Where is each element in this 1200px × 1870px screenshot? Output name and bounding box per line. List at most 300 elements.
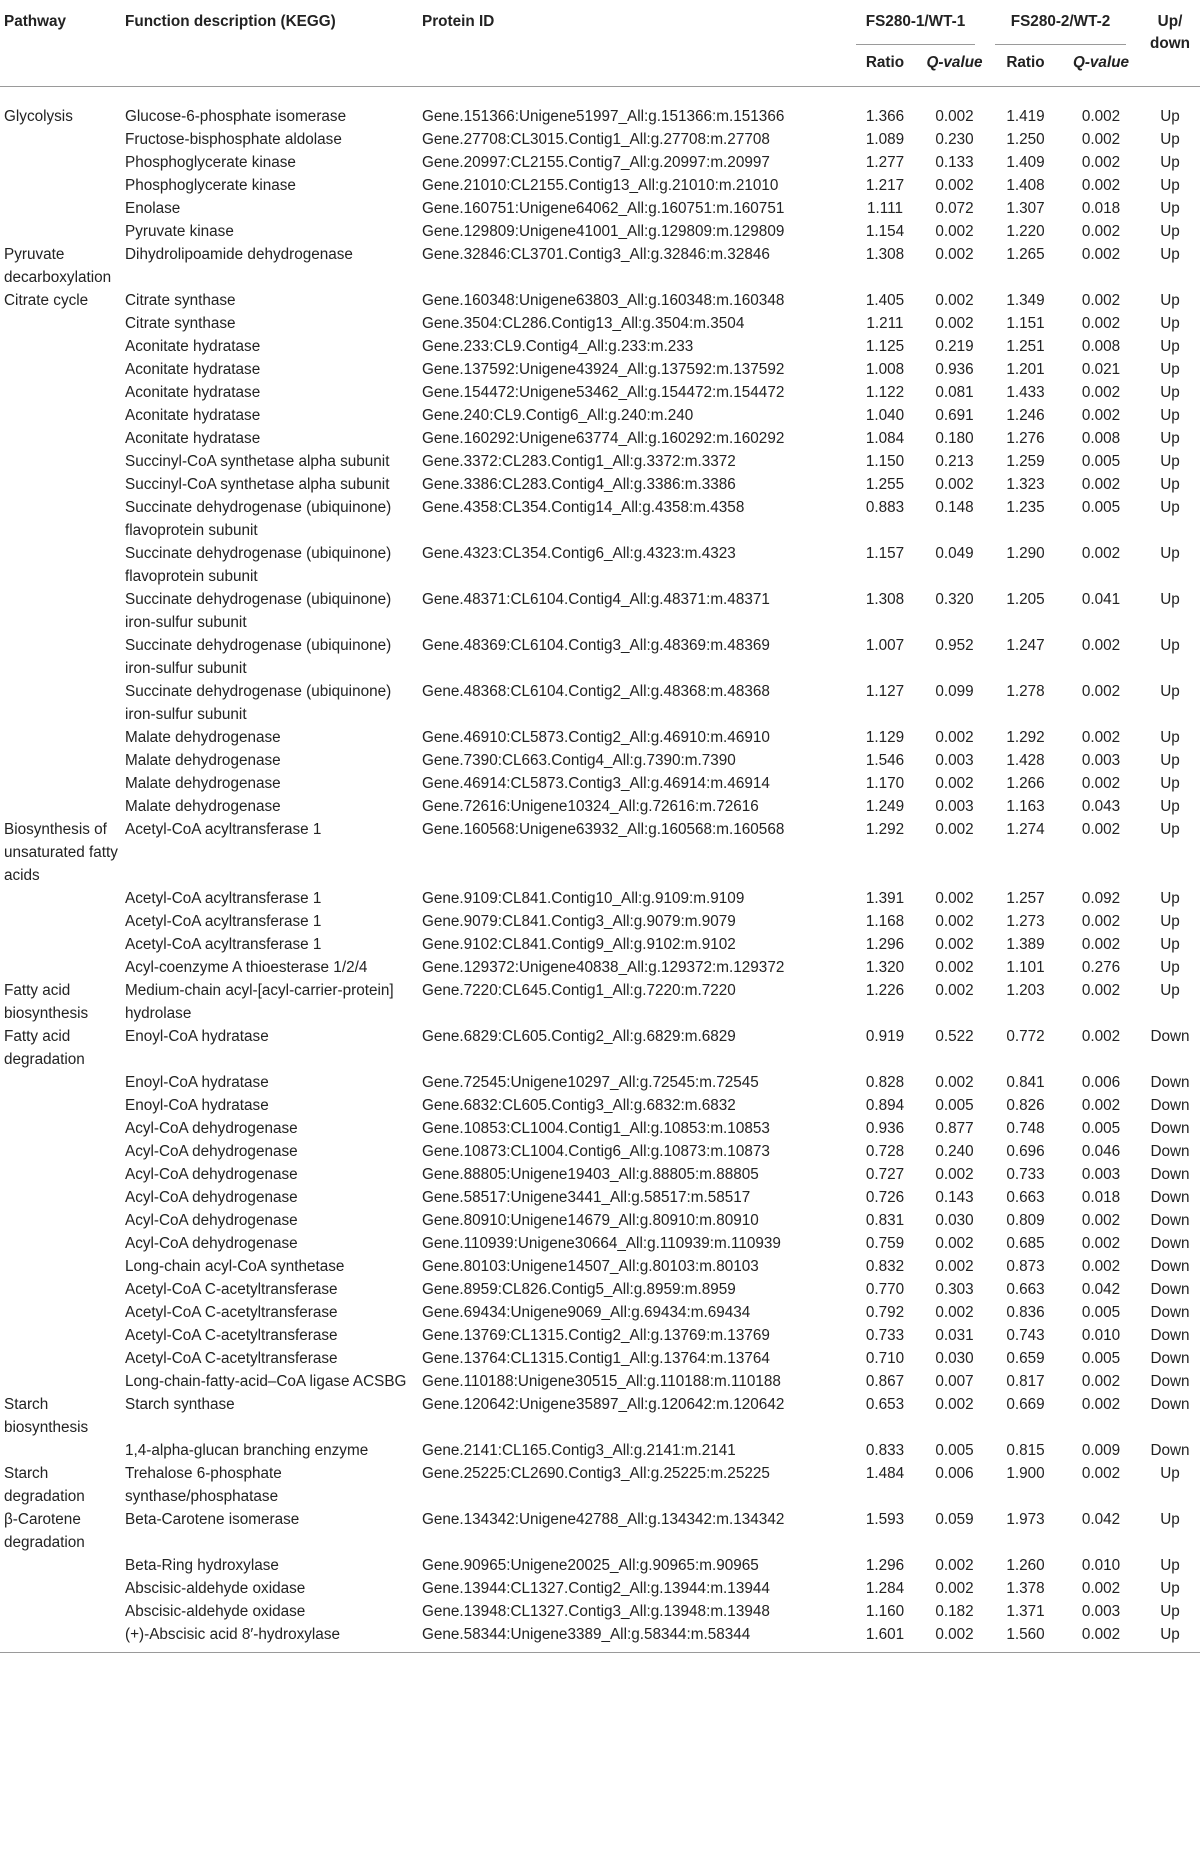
cell-qvalue-1: 0.002: [935, 108, 974, 125]
table-row: [0, 151, 1200, 174]
cell-ratio-1: 0.833: [865, 1442, 905, 1459]
cell-protein-id: Gene.46910:CL5873.Contig2_All:g.46910:m.46910: [422, 729, 770, 746]
cell-qvalue-1: 0.320: [935, 591, 974, 608]
table-row: [0, 496, 1200, 542]
cell-pathway: [0, 956, 125, 979]
cell-updown: Up: [1160, 223, 1180, 240]
cell-ratio-2: 1.259: [1006, 453, 1045, 470]
cell-ratio-1: 1.296: [865, 1557, 905, 1574]
cell-pathway: [0, 358, 125, 381]
table-row: [0, 312, 1200, 335]
table-row: [0, 588, 1200, 634]
cell-ratio-2: 1.205: [1006, 591, 1045, 608]
cell-ratio-1: 1.308: [865, 591, 905, 608]
cell-function: Acyl-CoA dehydrogenase: [125, 1143, 298, 1160]
table-body: [0, 87, 1200, 1653]
cell-qvalue-2: 0.005: [1081, 499, 1121, 516]
cell-pathway: [0, 1140, 125, 1163]
cell-ratio-2: 0.748: [1006, 1120, 1045, 1137]
table-row: [0, 1094, 1200, 1117]
cell-qvalue-1: 0.072: [935, 200, 974, 217]
table-row: [0, 1600, 1200, 1623]
cell-protein-id: Gene.48371:CL6104.Contig4_All:g.48371:m.48371: [422, 591, 770, 608]
cell-protein-id: Gene.7220:CL645.Contig1_All:g.7220:m.7220: [422, 982, 736, 999]
cell-ratio-1: 0.770: [865, 1281, 905, 1298]
cell-function: 1,4-alpha-glucan branching enzyme: [125, 1442, 369, 1459]
cell-qvalue-2: 0.042: [1081, 1281, 1121, 1298]
cell-function: Enoyl-CoA hydratase: [125, 1074, 269, 1091]
cell-ratio-2: 1.560: [989, 1623, 1062, 1653]
cell-protein-id: Gene.137592:Unigene43924_All:g.137592:m.137592: [422, 361, 785, 378]
cell-qvalue-2: 0.018: [1081, 1189, 1121, 1206]
cell-ratio-2: 1.246: [1006, 407, 1045, 424]
cell-protein-id: Gene.3372:CL283.Contig1_All:g.3372:m.3372: [422, 453, 736, 470]
cell-qvalue-2: 0.002: [1081, 913, 1121, 930]
table-row: [0, 404, 1200, 427]
cell-qvalue-1: 0.133: [935, 154, 974, 171]
cell-function: Succinyl-CoA synthetase alpha subunit: [125, 476, 390, 493]
cell-function: Succinate dehydrogenase (ubiquinone) iron-sulfur subunit: [125, 591, 392, 631]
cell-pathway: [0, 174, 125, 197]
cell-updown: Down: [1150, 1097, 1190, 1114]
cell-protein-id: Gene.25225:CL2690.Contig3_All:g.25225:m.25225: [422, 1465, 770, 1482]
cell-updown: Down: [1150, 1258, 1190, 1275]
cell-protein-id: Gene.151366:Unigene51997_All:g.151366:m.151366: [422, 108, 785, 125]
cell-qvalue-1: 0.219: [935, 338, 974, 355]
cell-qvalue-1: 0.002: [935, 775, 974, 792]
cell-function: Acetyl-CoA acyltransferase 1: [125, 821, 322, 838]
cell-updown: Up: [1160, 338, 1180, 355]
cell-qvalue-1: 0.002: [935, 1235, 974, 1252]
cell-qvalue-2: 0.002: [1081, 1396, 1121, 1413]
cell-qvalue-1: 0.148: [935, 499, 974, 516]
cell-updown: Down: [1150, 1350, 1190, 1367]
cell-updown: Up: [1160, 1511, 1180, 1528]
cell-ratio-1: 1.154: [865, 223, 905, 240]
cell-pathway: [0, 749, 125, 772]
cell-updown: Down: [1150, 1442, 1190, 1459]
cell-function: Acetyl-CoA C-acetyltransferase: [125, 1350, 338, 1367]
table-row: [0, 427, 1200, 450]
cell-protein-id: Gene.160751:Unigene64062_All:g.160751:m.160751: [422, 200, 785, 217]
cell-ratio-2: 1.163: [1006, 798, 1045, 815]
cell-updown: Up: [1160, 821, 1180, 838]
cell-protein-id: Gene.129809:Unigene41001_All:g.129809:m.129809: [422, 223, 785, 240]
cell-ratio-2: 0.772: [1006, 1028, 1045, 1045]
cell-ratio-1: 1.292: [865, 821, 905, 838]
cell-qvalue-2: 0.002: [1081, 545, 1121, 562]
cell-pathway: [0, 220, 125, 243]
cell-qvalue-1: 0.002: [935, 1304, 974, 1321]
cell-function: Aconitate hydratase: [125, 430, 261, 447]
cell-ratio-2: 1.349: [1006, 292, 1045, 309]
table-row: [0, 772, 1200, 795]
cell-qvalue-2: 0.002: [1081, 223, 1121, 240]
cell-function: Trehalose 6-phosphate synthase/phosphatase: [125, 1465, 282, 1505]
cell-updown: Up: [1160, 913, 1180, 930]
cell-ratio-2: 0.743: [1006, 1327, 1045, 1344]
cell-qvalue-1: 0.002: [935, 982, 974, 999]
cell-function: Citrate synthase: [125, 292, 236, 309]
cell-protein-id: Gene.240:CL9.Contig6_All:g.240:m.240: [422, 407, 694, 424]
cell-ratio-2: 0.696: [1006, 1143, 1045, 1160]
table-row: [0, 1347, 1200, 1370]
table-row: [0, 220, 1200, 243]
cell-protein-id: Gene.13769:CL1315.Contig2_All:g.13769:m.13769: [422, 1327, 770, 1344]
cell-updown: Up: [1160, 775, 1180, 792]
cell-protein-id: Gene.69434:Unigene9069_All:g.69434:m.69434: [422, 1304, 751, 1321]
cell-qvalue-2: 0.003: [1081, 752, 1121, 769]
cell-pathway: [0, 1163, 125, 1186]
table-row: [0, 726, 1200, 749]
cell-function: Beta-Ring hydroxylase: [125, 1557, 279, 1574]
table-row: [0, 818, 1200, 887]
cell-ratio-2: 1.235: [1006, 499, 1045, 516]
cell-protein-id: Gene.58344:Unigene3389_All:g.58344:m.58344: [422, 1623, 850, 1653]
cell-protein-id: Gene.21010:CL2155.Contig13_All:g.21010:m.21010: [422, 177, 779, 194]
cell-qvalue-1: 0.877: [935, 1120, 974, 1137]
cell-ratio-1: 1.168: [865, 913, 905, 930]
header-ratio-1: Ratio: [850, 45, 920, 87]
cell-function: Acetyl-CoA acyltransferase 1: [125, 890, 322, 907]
cell-pathway: Glycolysis: [4, 108, 73, 125]
cell-qvalue-1: 0.002: [935, 1396, 974, 1413]
cell-ratio-2: 1.220: [1006, 223, 1045, 240]
cell-updown: Down: [1150, 1304, 1190, 1321]
table-row: [0, 1301, 1200, 1324]
cell-pathway: [0, 473, 125, 496]
cell-ratio-2: 0.669: [1006, 1396, 1045, 1413]
cell-updown: Up: [1140, 1623, 1200, 1653]
cell-function: Acyl-coenzyme A thioesterase 1/2/4: [125, 959, 368, 976]
cell-ratio-2: 1.265: [1006, 246, 1045, 263]
cell-protein-id: Gene.160348:Unigene63803_All:g.160348:m.160348: [422, 292, 785, 309]
cell-protein-id: Gene.160292:Unigene63774_All:g.160292:m.160292: [422, 430, 785, 447]
cell-updown: Down: [1150, 1212, 1190, 1229]
table-row: [0, 1278, 1200, 1301]
cell-ratio-2: 1.203: [1006, 982, 1045, 999]
cell-qvalue-2: 0.002: [1081, 1235, 1121, 1252]
cell-qvalue-2: 0.002: [1081, 821, 1121, 838]
cell-ratio-2: 0.841: [1006, 1074, 1045, 1091]
cell-qvalue-1: 0.002: [935, 729, 974, 746]
cell-ratio-2: 1.389: [1006, 936, 1045, 953]
cell-pathway: [0, 726, 125, 749]
cell-protein-id: Gene.7390:CL663.Contig4_All:g.7390:m.7390: [422, 752, 736, 769]
cell-ratio-1: 1.320: [865, 959, 905, 976]
cell-ratio-1: 0.831: [865, 1212, 905, 1229]
cell-qvalue-2: 0.009: [1081, 1442, 1121, 1459]
cell-protein-id: Gene.129372:Unigene40838_All:g.129372:m.129372: [422, 959, 785, 976]
cell-protein-id: Gene.88805:Unigene19403_All:g.88805:m.88805: [422, 1166, 759, 1183]
cell-protein-id: Gene.6829:CL605.Contig2_All:g.6829:m.6829: [422, 1028, 736, 1045]
cell-ratio-1: 0.832: [865, 1258, 905, 1275]
cell-pathway: [0, 1623, 125, 1653]
cell-qvalue-2: 0.041: [1081, 591, 1121, 608]
cell-qvalue-2: 0.092: [1081, 890, 1121, 907]
cell-qvalue-1: 0.002: [935, 890, 974, 907]
table-header: [0, 0, 1200, 87]
cell-ratio-2: 0.815: [1006, 1442, 1045, 1459]
table-row: [0, 1577, 1200, 1600]
cell-ratio-2: 1.409: [1006, 154, 1045, 171]
cell-function: Acetyl-CoA C-acetyltransferase: [125, 1304, 338, 1321]
cell-updown: Up: [1160, 361, 1180, 378]
cell-function: Aconitate hydratase: [125, 384, 261, 401]
cell-qvalue-2: 0.046: [1081, 1143, 1121, 1160]
cell-protein-id: Gene.3504:CL286.Contig13_All:g.3504:m.3504: [422, 315, 745, 332]
cell-ratio-2: 0.733: [1006, 1166, 1045, 1183]
cell-qvalue-1: 0.002: [935, 821, 974, 838]
cell-qvalue-2: 0.002: [1081, 246, 1121, 263]
cell-updown: Up: [1160, 936, 1180, 953]
cell-ratio-2: 1.323: [1006, 476, 1045, 493]
cell-ratio-2: 1.419: [1006, 108, 1045, 125]
cell-function: Aconitate hydratase: [125, 338, 261, 355]
cell-protein-id: Gene.80103:Unigene14507_All:g.80103:m.80103: [422, 1258, 759, 1275]
cell-ratio-2: 1.273: [1006, 913, 1045, 930]
cell-qvalue-1: 0.143: [935, 1189, 974, 1206]
cell-qvalue-1: 0.002: [920, 1623, 989, 1653]
cell-protein-id: Gene.110188:Unigene30515_All:g.110188:m.110188: [422, 1373, 781, 1390]
cell-function: Aconitate hydratase: [125, 361, 261, 378]
cell-pathway: Fatty acid biosynthesis: [4, 982, 89, 1022]
cell-qvalue-1: 0.303: [935, 1281, 974, 1298]
cell-ratio-1: 1.084: [865, 430, 905, 447]
cell-qvalue-1: 0.002: [935, 1557, 974, 1574]
cell-ratio-1: 0.728: [865, 1143, 905, 1160]
cell-updown: Up: [1160, 683, 1180, 700]
table-row: [0, 289, 1200, 312]
cell-ratio-1: 1.405: [865, 292, 905, 309]
cell-pathway: [0, 910, 125, 933]
table-row: [0, 933, 1200, 956]
cell-pathway: [0, 1439, 125, 1462]
cell-ratio-2: 0.659: [1006, 1350, 1045, 1367]
cell-updown: Down: [1150, 1281, 1190, 1298]
cell-function: Pyruvate kinase: [125, 223, 234, 240]
cell-pathway: [0, 680, 125, 726]
cell-qvalue-2: 0.002: [1081, 1258, 1121, 1275]
cell-pathway: [0, 634, 125, 680]
cell-updown: Down: [1150, 1028, 1190, 1045]
table-row: [0, 450, 1200, 473]
cell-function: Citrate synthase: [125, 315, 236, 332]
cell-updown: Up: [1160, 292, 1180, 309]
cell-ratio-1: 0.733: [865, 1327, 905, 1344]
cell-pathway: [0, 381, 125, 404]
cell-ratio-1: 1.089: [865, 131, 905, 148]
cell-protein-id: Gene.48369:CL6104.Contig3_All:g.48369:m.48369: [422, 637, 770, 654]
cell-qvalue-1: 0.240: [935, 1143, 974, 1160]
cell-ratio-1: 1.170: [865, 775, 905, 792]
cell-updown: Up: [1160, 384, 1180, 401]
cell-ratio-1: 0.727: [865, 1166, 905, 1183]
cell-qvalue-1: 0.081: [935, 384, 974, 401]
cell-ratio-1: 1.211: [866, 315, 904, 332]
cell-protein-id: Gene.2141:CL165.Contig3_All:g.2141:m.2141: [422, 1442, 736, 1459]
cell-ratio-2: 0.809: [1006, 1212, 1045, 1229]
cell-ratio-1: 1.125: [865, 338, 905, 355]
cell-pathway: [0, 312, 125, 335]
cell-qvalue-1: 0.002: [935, 177, 974, 194]
cell-ratio-2: 1.260: [1006, 1557, 1045, 1574]
cell-pathway: [0, 496, 125, 542]
table-row: [0, 243, 1200, 289]
cell-qvalue-2: 0.005: [1081, 1350, 1121, 1367]
cell-ratio-1: 1.593: [865, 1511, 905, 1528]
cell-qvalue-1: 0.002: [935, 223, 974, 240]
cell-qvalue-1: 0.213: [935, 453, 974, 470]
cell-function: Acetyl-CoA acyltransferase 1: [125, 913, 322, 930]
cell-pathway: [0, 1255, 125, 1278]
cell-ratio-1: 1.366: [865, 108, 905, 125]
cell-pathway: [0, 887, 125, 910]
header-group-1: [850, 0, 989, 45]
cell-qvalue-2: 0.002: [1081, 982, 1121, 999]
cell-qvalue-1: 0.002: [935, 315, 974, 332]
table-row: [0, 473, 1200, 496]
cell-qvalue-1: 0.936: [935, 361, 974, 378]
cell-pathway: [0, 151, 125, 174]
cell-qvalue-1: 0.180: [935, 430, 974, 447]
cell-ratio-1: 1.157: [865, 545, 905, 562]
cell-function: Abscisic-aldehyde oxidase: [125, 1580, 306, 1597]
cell-protein-id: Gene.27708:CL3015.Contig1_All:g.27708:m.27708: [422, 131, 770, 148]
cell-updown: Up: [1160, 1557, 1180, 1574]
header-ratio-2: Ratio: [989, 45, 1062, 87]
cell-qvalue-2: 0.006: [1081, 1074, 1121, 1091]
cell-qvalue-2: 0.002: [1081, 1028, 1121, 1045]
cell-qvalue-1: 0.002: [935, 936, 974, 953]
cell-qvalue-2: 0.002: [1081, 936, 1121, 953]
cell-ratio-2: 1.151: [1006, 315, 1045, 332]
cell-qvalue-2: 0.002: [1081, 292, 1121, 309]
cell-function: Abscisic-aldehyde oxidase: [125, 1603, 306, 1620]
cell-updown: Up: [1160, 108, 1180, 125]
cell-ratio-2: 0.663: [1006, 1189, 1045, 1206]
cell-ratio-1: 1.391: [865, 890, 905, 907]
cell-protein-id: Gene.4358:CL354.Contig14_All:g.4358:m.4358: [422, 499, 745, 516]
table-row: [0, 1209, 1200, 1232]
table-row: [0, 87, 1200, 129]
cell-qvalue-1: 0.522: [935, 1028, 974, 1045]
cell-ratio-1: 0.883: [865, 499, 905, 516]
cell-protein-id: Gene.154472:Unigene53462_All:g.154472:m.154472: [422, 384, 785, 401]
cell-ratio-2: 1.973: [1006, 1511, 1045, 1528]
cell-qvalue-2: 0.002: [1081, 1212, 1121, 1229]
cell-qvalue-2: 0.005: [1081, 453, 1121, 470]
cell-ratio-1: 1.284: [865, 1580, 905, 1597]
table-row: [0, 749, 1200, 772]
cell-updown: Up: [1160, 982, 1180, 999]
table-row: [0, 1439, 1200, 1462]
cell-protein-id: Gene.9109:CL841.Contig10_All:g.9109:m.9109: [422, 890, 745, 907]
cell-ratio-2: 1.292: [1006, 729, 1045, 746]
cell-qvalue-1: 0.030: [935, 1212, 974, 1229]
cell-updown: Up: [1160, 752, 1180, 769]
cell-pathway: Citrate cycle: [4, 292, 89, 309]
cell-qvalue-1: 0.059: [935, 1511, 974, 1528]
cell-qvalue-2: 0.002: [1081, 1097, 1121, 1114]
cell-pathway: [0, 588, 125, 634]
cell-ratio-1: 1.111: [866, 200, 903, 217]
cell-protein-id: Gene.13944:CL1327.Contig2_All:g.13944:m.13944: [422, 1580, 770, 1597]
cell-ratio-2: 1.251: [1006, 338, 1045, 355]
table-row: [0, 1324, 1200, 1347]
cell-function: Glucose-6-phosphate isomerase: [125, 108, 347, 125]
cell-updown: Down: [1150, 1143, 1190, 1160]
cell-function: Phosphoglycerate kinase: [125, 177, 296, 194]
cell-protein-id: Gene.9079:CL841.Contig3_All:g.9079:m.9079: [422, 913, 736, 930]
cell-function: Long-chain-fatty-acid–CoA ligase ACSBG: [125, 1373, 407, 1390]
cell-ratio-2: 0.826: [1006, 1097, 1045, 1114]
cell-qvalue-2: 0.002: [1081, 315, 1121, 332]
cell-qvalue-2: 0.002: [1081, 1580, 1121, 1597]
cell-function: Acetyl-CoA C-acetyltransferase: [125, 1281, 338, 1298]
table-row: [0, 1071, 1200, 1094]
cell-ratio-2: 0.817: [1006, 1373, 1045, 1390]
cell-protein-id: Gene.6832:CL605.Contig3_All:g.6832:m.6832: [422, 1097, 736, 1114]
header-group-2-label: FS280-2/WT-2: [995, 11, 1126, 45]
cell-ratio-1: 1.601: [850, 1623, 920, 1653]
cell-protein-id: Gene.58517:Unigene3441_All:g.58517:m.58517: [422, 1189, 751, 1206]
cell-pathway: [0, 450, 125, 473]
cell-pathway: Pyruvate decarboxylation: [4, 246, 112, 286]
table-row: [0, 1163, 1200, 1186]
cell-ratio-2: 1.247: [1006, 637, 1045, 654]
cell-qvalue-1: 0.230: [935, 131, 974, 148]
cell-function: Succinate dehydrogenase (ubiquinone) iron-sulfur subunit: [125, 683, 392, 723]
cell-function: Malate dehydrogenase: [125, 775, 281, 792]
cell-qvalue-1: 0.003: [935, 752, 974, 769]
cell-qvalue-1: 0.002: [935, 1258, 974, 1275]
cell-pathway: [0, 542, 125, 588]
cell-function: Malate dehydrogenase: [125, 729, 281, 746]
cell-ratio-1: 0.759: [865, 1235, 905, 1252]
cell-protein-id: Gene.80910:Unigene14679_All:g.80910:m.80910: [422, 1212, 759, 1229]
cell-ratio-1: 1.226: [865, 982, 905, 999]
cell-updown: Up: [1160, 246, 1180, 263]
cell-qvalue-1: 0.002: [935, 292, 974, 309]
table-row: [0, 887, 1200, 910]
cell-function: Acyl-CoA dehydrogenase: [125, 1189, 298, 1206]
cell-protein-id: Gene.120642:Unigene35897_All:g.120642:m.120642: [422, 1396, 785, 1413]
cell-qvalue-1: 0.005: [935, 1097, 974, 1114]
cell-ratio-2: 1.266: [1006, 775, 1045, 792]
cell-qvalue-2: 0.042: [1081, 1511, 1121, 1528]
cell-ratio-2: 1.101: [1006, 959, 1045, 976]
cell-pathway: [0, 772, 125, 795]
cell-function: Acyl-CoA dehydrogenase: [125, 1120, 298, 1137]
cell-pathway: [0, 1600, 125, 1623]
cell-ratio-2: 1.257: [1006, 890, 1045, 907]
table-row: [0, 1623, 1200, 1653]
cell-qvalue-1: 0.005: [935, 1442, 974, 1459]
cell-qvalue-1: 0.031: [935, 1327, 974, 1344]
cell-updown: Up: [1160, 637, 1180, 654]
cell-protein-id: Gene.160568:Unigene63932_All:g.160568:m.160568: [422, 821, 785, 838]
cell-qvalue-2: 0.003: [1081, 1603, 1121, 1620]
cell-ratio-1: 0.828: [865, 1074, 905, 1091]
cell-pathway: [0, 1324, 125, 1347]
cell-pathway: [0, 1347, 125, 1370]
cell-function: (+)-Abscisic acid 8′-hydroxylase: [125, 1623, 422, 1653]
table-row: [0, 1462, 1200, 1508]
cell-ratio-2: 1.900: [1006, 1465, 1045, 1482]
cell-updown: Up: [1160, 131, 1180, 148]
cell-updown: Down: [1150, 1166, 1190, 1183]
